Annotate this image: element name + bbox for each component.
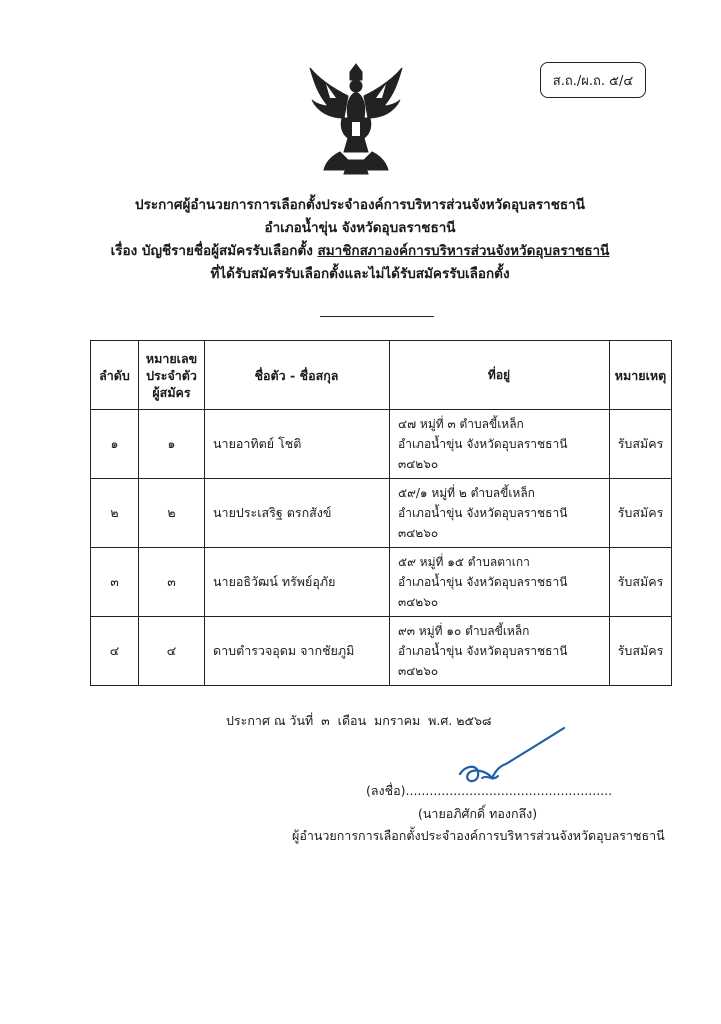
cell-seq: ๓ (91, 548, 139, 617)
address-line-1: ๕๙/๑ หมู่ที่ ๒ ตำบลขี้เหล็ก (398, 486, 535, 500)
address-line-2: อำเภอน้ำขุ่น จังหวัดอุบลราชธานี (398, 506, 568, 520)
cell-number: ๔ (139, 617, 205, 686)
garuda-emblem-icon (306, 60, 406, 176)
cell-seq: ๔ (91, 617, 139, 686)
form-code-box (540, 62, 646, 98)
cell-name: ดาบตำรวจอุดม จากชัยภูมิ (205, 617, 390, 686)
table-row (91, 410, 672, 479)
cell-number: ๒ (139, 479, 205, 548)
address-line-1: ๕๙ หมู่ที่ ๑๕ ตำบลตาเกา (398, 555, 530, 569)
cell-note: รับสมัคร (610, 617, 672, 686)
address-line-2: อำเภอน้ำขุ่น จังหวัดอุบลราชธานี (398, 437, 568, 451)
cell-address (390, 617, 610, 686)
address-line-2: อำเภอน้ำขุ่น จังหวัดอุบลราชธานี (398, 644, 568, 658)
cell-number: ๑ (139, 410, 205, 479)
table-row (91, 617, 672, 686)
header-seq: ลำดับ (91, 341, 139, 410)
announcement-heading (60, 194, 660, 286)
cell-seq: ๑ (91, 410, 139, 479)
header-number (139, 341, 205, 410)
heading-line-3 (60, 240, 660, 263)
cell-number: ๓ (139, 548, 205, 617)
table-row (91, 548, 672, 617)
heading-divider (320, 316, 434, 317)
header-number-l2: ประจำตัว (146, 367, 197, 383)
header-note: หมายเหตุ (610, 341, 672, 410)
address-line-3: ๓๔๒๖๐ (398, 526, 439, 540)
heading-line-2: อำเภอน้ำขุ่น จังหวัดอุบลราชธานี (264, 220, 456, 236)
cell-name: นายอธิวัฒน์ ทรัพย์อุภัย (205, 548, 390, 617)
address-line-3: ๓๔๒๖๐ (398, 664, 439, 678)
signer-title: ผู้อำนวยการการเลือกตั้งประจำองค์การบริหารส่วนจังหวัดอุบลราชธานี (292, 828, 665, 843)
header-number-l1: หมายเลข (145, 350, 198, 366)
cell-name: นายอาทิตย์ โชติ (205, 410, 390, 479)
cell-note: รับสมัคร (610, 548, 672, 617)
table-header-row (91, 341, 672, 410)
heading-line-4: ที่ได้รับสมัครรับเลือกตั้งและไม่ได้รับสมัครรับเลือกตั้ง (210, 266, 510, 282)
heading-subject: เรื่อง บัญชีรายชื่อผู้สมัครรับเลือกตั้ง (110, 243, 313, 259)
address-line-2: อำเภอน้ำขุ่น จังหวัดอุบลราชธานี (398, 575, 568, 589)
cell-address (390, 410, 610, 479)
candidate-table (90, 340, 672, 686)
address-line-1: ๔๗ หมู่ที่ ๓ ตำบลขี้เหล็ก (398, 417, 524, 431)
cell-note: รับสมัคร (610, 410, 672, 479)
address-line-1: ๙๓ หมู่ที่ ๑๐ ตำบลขี้เหล็ก (398, 624, 530, 638)
address-line-3: ๓๔๒๖๐ (398, 595, 439, 609)
heading-subject-underlined: สมาชิกสภาองค์การบริหารส่วนจังหวัดอุบลราชธานี (317, 243, 610, 259)
table-row (91, 479, 672, 548)
cell-name: นายประเสริฐ ตรกสังข์ (205, 479, 390, 548)
header-name: ชื่อตัว - ชื่อสกุล (205, 341, 390, 410)
signer-name: (นายอภิศักดิ์ ทองกลึง) (418, 806, 538, 821)
signature-line: (ลงชื่อ).................................................... (366, 783, 613, 798)
cell-address (390, 479, 610, 548)
cell-note: รับสมัคร (610, 479, 672, 548)
announcement-date: ประกาศ ณ วันที่ ๓ เดือน มกราคม พ.ศ. ๒๕๖๘ (226, 713, 492, 728)
form-code: ส.ถ./ผ.ถ. ๕/๔ (552, 73, 634, 89)
cell-address (390, 548, 610, 617)
header-number-l3: ผู้สมัคร (152, 384, 191, 400)
header-address: ที่อยู่ (390, 341, 610, 410)
heading-line-1: ประกาศผู้อำนวยการการเลือกตั้งประจำองค์การบริหารส่วนจังหวัดอุบลราชธานี (135, 197, 585, 213)
cell-seq: ๒ (91, 479, 139, 548)
address-line-3: ๓๔๒๖๐ (398, 457, 439, 471)
